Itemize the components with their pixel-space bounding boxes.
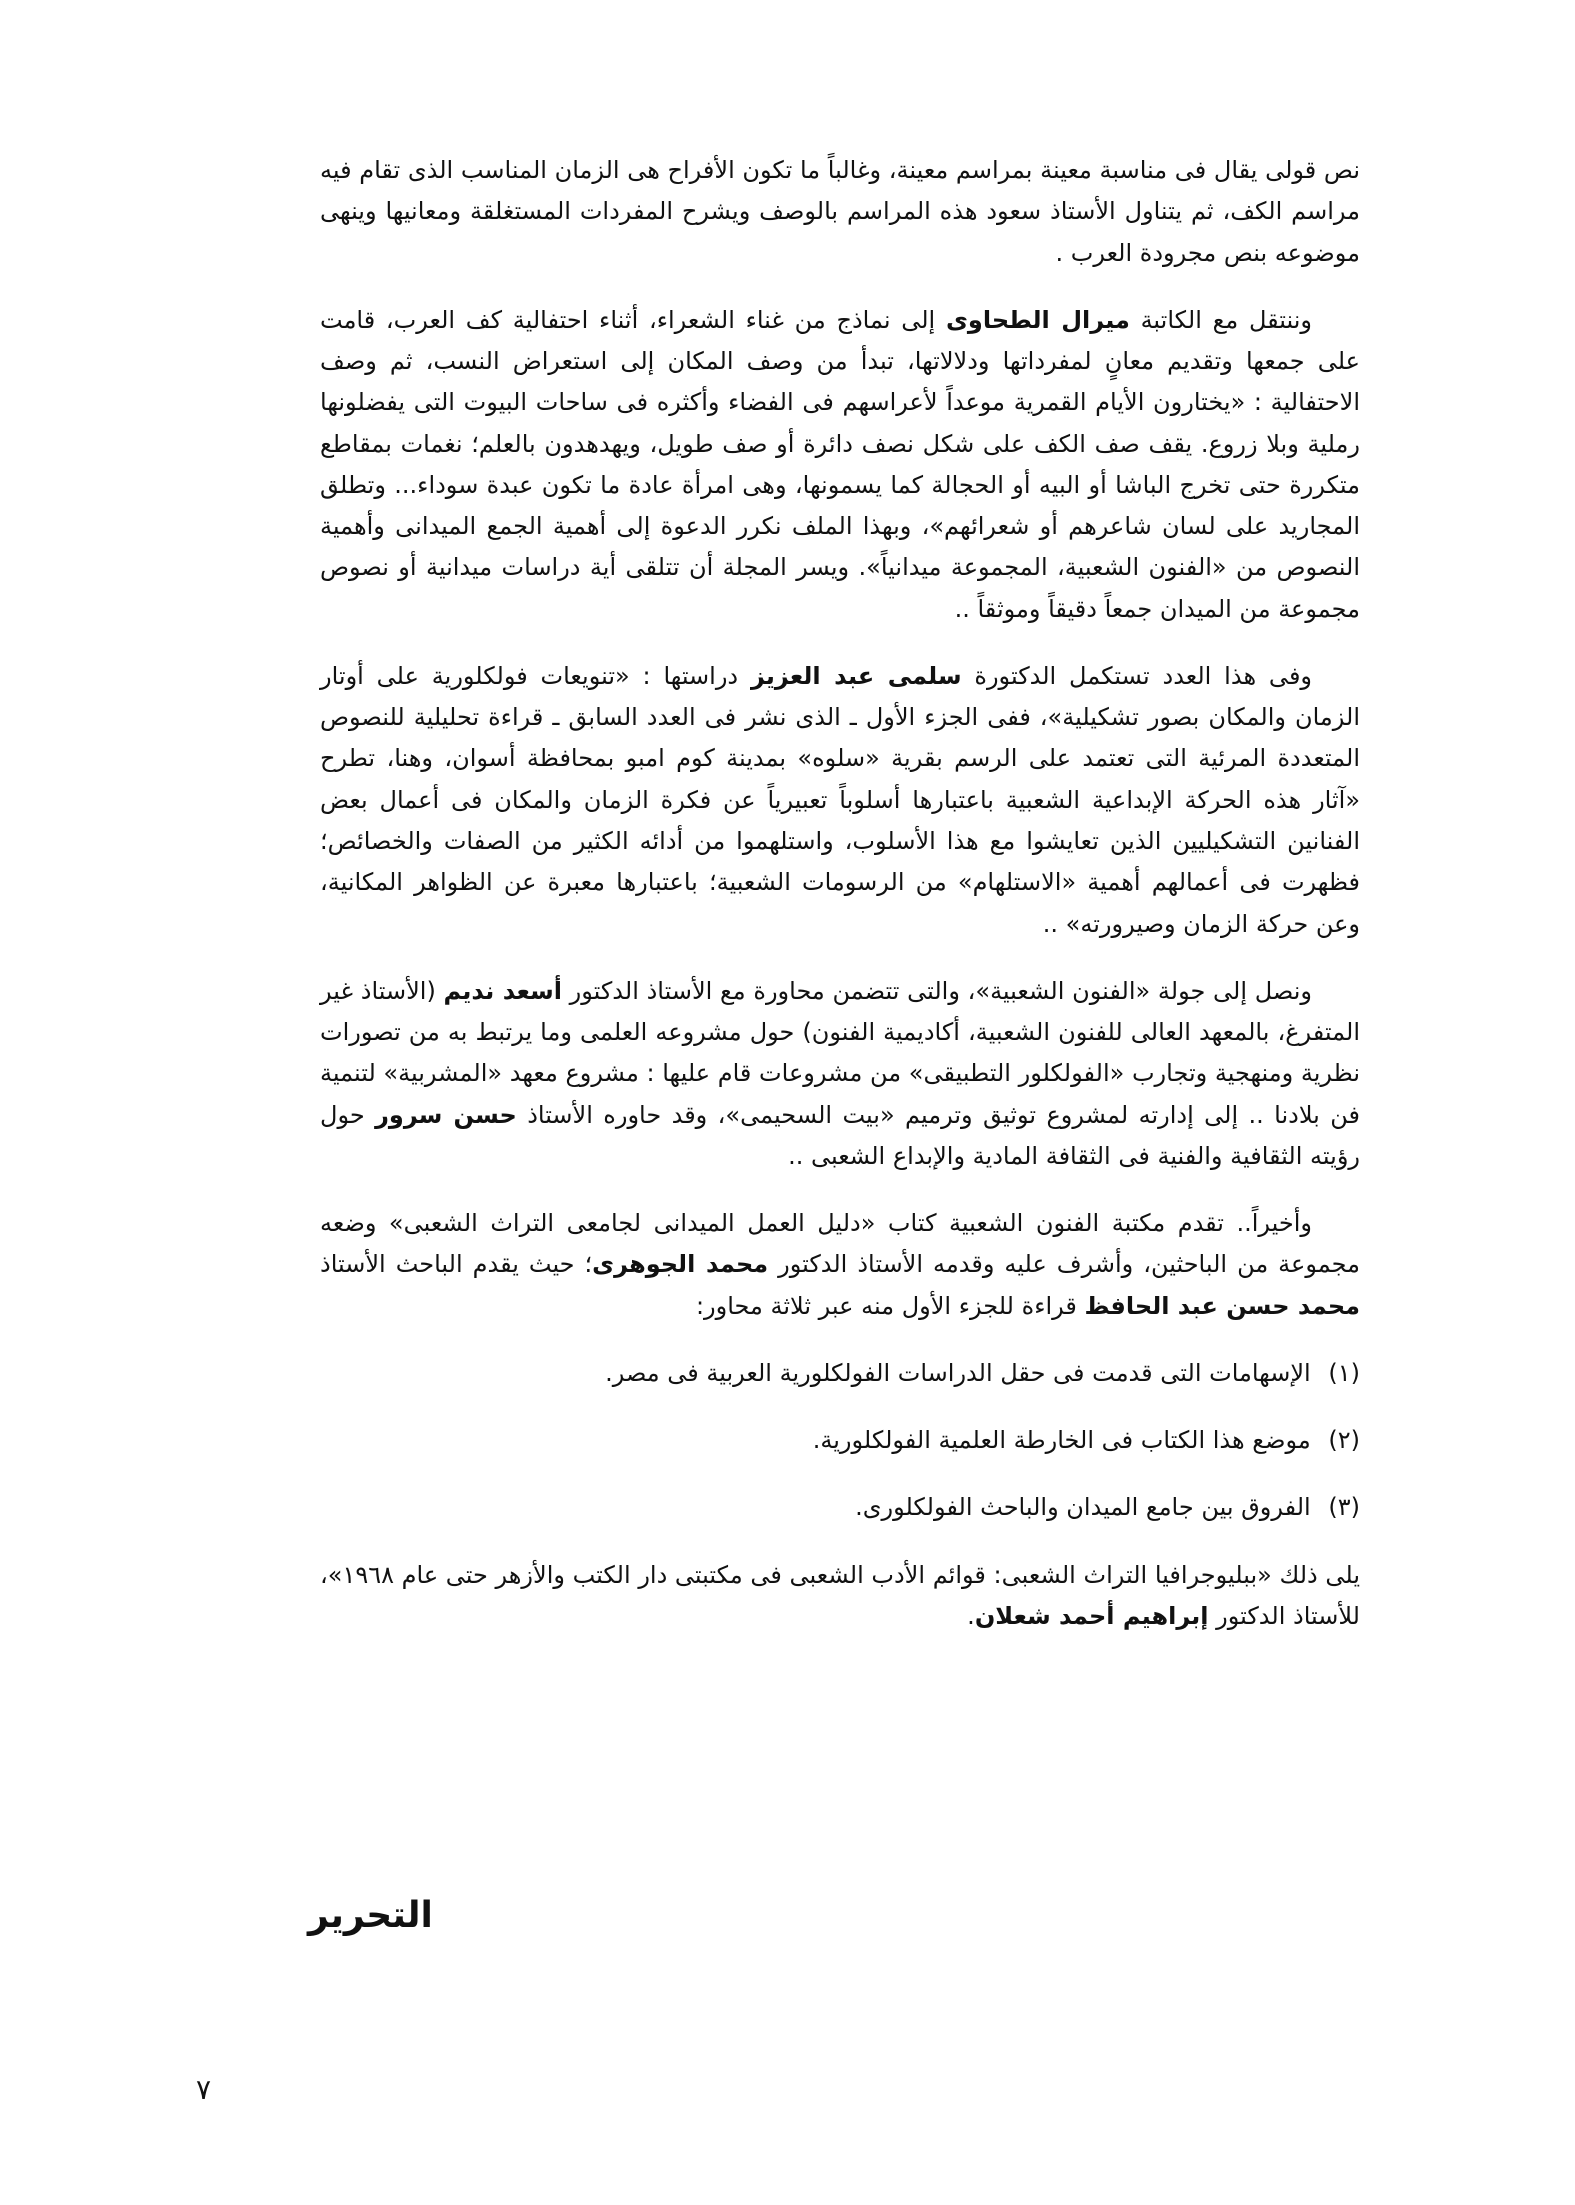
- list-item-number: (٣): [1328, 1493, 1360, 1522]
- paragraph-6-intro: يلى ذلك «ببليوجرافيا التراث الشعبى: قوائم الأدب الشعبى فى مكتبتى دار الكتب والأزهر حتى عام ١٩٦٨»، للأستاذ الدكتور: [320, 1560, 1360, 1630]
- list-item: [320, 1420, 1360, 1461]
- list-item-text: الإسهامات التى قدمت فى حقل الدراسات الفولكلورية العربية فى مصر.: [605, 1358, 1311, 1387]
- paragraph-4-intro: ونصل إلى جولة «الفنون الشعبية»، والتى تتضمن محاورة مع الأستاذ الدكتور: [561, 976, 1312, 1005]
- axes-list: [320, 1353, 1360, 1529]
- author-name-salma: سلمى عبد العزيز: [750, 661, 962, 690]
- paragraph-3-body: دراستها : «تنويعات فولكلورية على أوتار الزمان والمكان بصور تشكيلية»، ففى الجزء الأول ـ الذى نشر فى العدد السابق ـ قراءة تحليلية للنصوص المتعددة المرئية التى تعتمد على الرسم بقرية «سلوه» بمدينة كوم امبو بمحافظة أسوان، وهنا، تطرح «آثار هذه الحركة الإبداعية الشعبية باعتبارها أسلوباً تعبيرياً عن فكرة الزمان والمكان فى أعمال بعض الفنانين التشكيليين الذين تعايشوا مع هذا الأسلوب، واستلهموا من أدائه الكثير من الصفات والخصائص؛ فظهرت فى أعمالهم أهمية «الاستلهام» من الرسومات الشعبية؛ باعتبارها معبرة عن الظواهر المكانية، وعن حركة الزمان وصيرورته» ..: [320, 661, 1360, 938]
- person-name-shaalan: إبراهيم أحمد شعلان: [974, 1601, 1209, 1630]
- paragraph-4-end: حول رؤيته الثقافية والفنية فى الثقافة المادية والإبداع الشعبى ..: [320, 1100, 1360, 1170]
- paragraph-5-body: ؛ حيث يقدم الباحث الأستاذ: [320, 1250, 593, 1279]
- page-number: ٧: [196, 2073, 212, 2106]
- paragraph-5-intro: وأخيراً.. تقدم مكتبة الفنون الشعبية كتاب «دليل العمل الميدانى لجامعى التراث الشعبى» وضعه مجموعة من الباحثين، وأشرف عليه وقدمه الأستاذ الدكتور: [320, 1209, 1360, 1279]
- article-body: [320, 150, 1360, 1663]
- person-name-gohary: محمد الجوهرى: [592, 1250, 769, 1279]
- paragraph-1-text: نص قولى يقال فى مناسبة معينة بمراسم معينة، وغالباً ما تكون الأفراح هى الزمان المناسب الذى تقام فيه مراسم الكف، ثم يتناول الأستاذ سعود هذه المراسم بالوصف ويشرح المفردات المستغلقة ومعانيها وينهى موضوعه بنص مجرودة العرب .: [320, 156, 1360, 267]
- paragraph-6: [320, 1555, 1360, 1638]
- paragraph-2-body: إلى نماذج من غناء الشعراء، أثناء احتفالية كف العرب، قامت على جمعها وتقديم معانٍ لمفرداتها ودلالاتها، تبدأ من وصف المكان إلى استعراض النسب، ثم وصف الاحتفالية : «يختارون الأيام القمرية موعداً لأعراسهم فى الفضاء وأكثره فى ساحات البيوت التى يفضلونها رملية وبلا زروع. يقف صف الكف على شكل نصف دائرة أو صف طويل، ويهدهدون بالعلم؛ نغمات بمقاطع متكررة حتى تخرج الباشا أو البيه أو الحجالة كما يسمونها، وهى امرأة عادة ما تكون عبدة سوداء... وتطلق المجاريد على لسان شاعرهم أو شعرائهم»، وبهذا الملف نكرر الدعوة إلى أهمية الجمع الميدانى وأهمية النصوص من «الفنون الشعبية، المجموعة ميدانياً». ويسر المجلة أن تتلقى أية دراسات ميدانية أو نصوص مجموعة من الميدان جمعاً دقيقاً وموثقاً ..: [320, 305, 1360, 623]
- list-item: [320, 1353, 1360, 1394]
- person-name-abdelhafez: محمد حسن عبد الحافظ: [1084, 1291, 1360, 1320]
- list-item: [320, 1487, 1360, 1528]
- author-name-miral: ميرال الطحاوى: [945, 305, 1130, 334]
- paragraph-3-intro: وفى هذا العدد تستكمل الدكتورة: [961, 661, 1312, 690]
- paragraph-5: [320, 1203, 1360, 1327]
- list-item-text: الفروق بين جامع الميدان والباحث الفولكلورى.: [855, 1493, 1311, 1522]
- editorial-signature: التحرير: [308, 1895, 433, 1936]
- paragraph-4: [320, 971, 1360, 1177]
- paragraph-1: [320, 150, 1360, 274]
- list-item-number: (١): [1328, 1358, 1360, 1387]
- paragraph-6-end: .: [967, 1601, 975, 1630]
- paragraph-4-body: (الأستاذ غير المتفرغ، بالمعهد العالى للفنون الشعبية، أكاديمية الفنون) حول مشروعه العلمى وما يرتبط به من تصورات نظرية ومنهجية وتجارب «الفولكلور التطبيقى» من مشروعات قام عليها : مشروع معهد «المشربية» لتنمية فن بلادنا .. إلى إدارته لمشروع توثيق وترميم «بيت السحيمى»، وقد حاوره الأستاذ: [320, 976, 1360, 1129]
- list-item-text: موضع هذا الكتاب فى الخارطة العلمية الفولكلورية.: [812, 1426, 1311, 1455]
- paragraph-5-end: قراءة للجزء الأول منه عبر ثلاثة محاور:: [695, 1291, 1085, 1320]
- paragraph-2-intro: وننتقل مع الكاتبة: [1129, 305, 1313, 334]
- paragraph-3: [320, 656, 1360, 945]
- person-name-hassan: حسن سرور: [375, 1100, 517, 1129]
- paragraph-2: [320, 300, 1360, 630]
- person-name-asaad: أسعد نديم: [443, 976, 562, 1005]
- list-item-number: (٢): [1328, 1426, 1360, 1455]
